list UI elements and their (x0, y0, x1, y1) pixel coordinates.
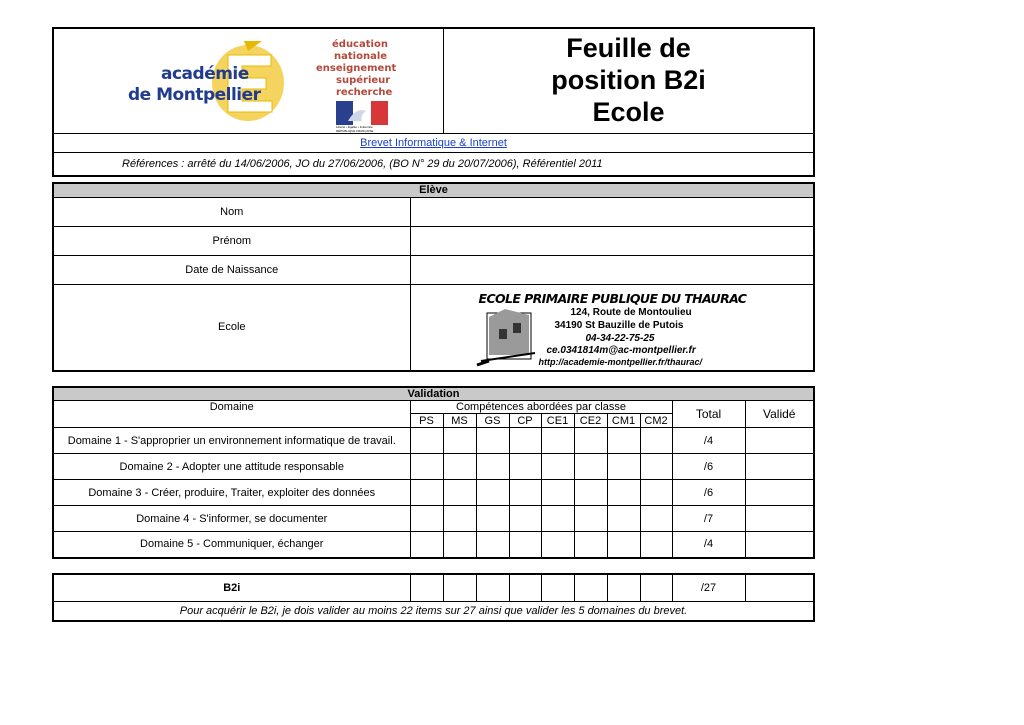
grade-cell[interactable] (607, 480, 640, 506)
class-ce1: CE1 (541, 414, 574, 428)
eleve-table (52, 182, 815, 372)
ministry-line: éducation (332, 39, 388, 50)
domaine-header: Domaine (53, 401, 410, 428)
page-title-line2: position B2i (551, 65, 706, 95)
page-title-line1: Feuille de (566, 33, 691, 63)
b2i-note: Pour acquérir le B2i, je dois valider au moins 22 items sur 27 ainsi que valider les 5 domaines du brevet. (53, 601, 814, 621)
grade-cell[interactable] (410, 428, 443, 454)
class-cp: CP (509, 414, 541, 428)
school-city: 34190 St Bauzille de Putois (554, 319, 684, 331)
eleve-header: Elève (53, 183, 814, 197)
grade-cell[interactable] (509, 532, 541, 558)
grade-cell[interactable] (574, 506, 607, 532)
class-cm1: CM1 (607, 414, 640, 428)
grade-cell[interactable] (443, 506, 476, 532)
class-ps: PS (410, 414, 443, 428)
grade-cell[interactable] (443, 532, 476, 558)
class-gs: GS (476, 414, 509, 428)
class-ms: MS (443, 414, 476, 428)
grade-cell[interactable] (640, 454, 672, 480)
logo-cell (54, 29, 444, 133)
grade-cell[interactable] (574, 454, 607, 480)
grade-cell[interactable] (541, 480, 574, 506)
date-naissance-field[interactable] (410, 255, 814, 284)
domain-label: Domaine 4 - S'informer, se documenter (53, 506, 410, 532)
school-address: 124, Route de Montoulieu (570, 306, 692, 318)
ministry-line: nationale (334, 51, 388, 62)
grade-cell[interactable] (476, 428, 509, 454)
grade-cell[interactable] (640, 506, 672, 532)
domain-label: Domaine 2 - Adopter une attitude responsable (53, 454, 410, 480)
republic-name: RÉPUBLIQUE FRANÇAISE (336, 129, 374, 133)
b2i-total: /27 (672, 574, 745, 601)
grade-cell[interactable] (476, 506, 509, 532)
validation-table (52, 386, 815, 559)
domain-label: Domaine 5 - Communiquer, échanger (53, 532, 410, 558)
ministry-line: enseignement (316, 63, 397, 74)
grade-cell[interactable] (509, 574, 541, 601)
grade-cell[interactable] (410, 532, 443, 558)
nom-label: Nom (53, 197, 410, 226)
domain-row (53, 532, 814, 558)
ministry-logo (316, 37, 397, 133)
school-email: ce.0341814m@ac-montpellier.fr (546, 344, 696, 356)
grade-cell[interactable] (443, 480, 476, 506)
domain-label: Domaine 3 - Créer, produire, Traiter, exploiter des données (53, 480, 410, 506)
domain-total: /4 (672, 532, 745, 558)
prenom-field[interactable] (410, 226, 814, 255)
domain-row (53, 480, 814, 506)
grade-cell[interactable] (607, 454, 640, 480)
ministry-line: recherche (336, 87, 393, 98)
title-cell (444, 29, 813, 133)
domain-valide-cell[interactable] (745, 506, 814, 532)
b2i-link[interactable]: Brevet Informatique & Internet (360, 137, 507, 149)
grade-cell[interactable] (443, 428, 476, 454)
domain-row (53, 454, 814, 480)
domain-valide-cell[interactable] (745, 428, 814, 454)
domain-total: /6 (672, 480, 745, 506)
grade-cell[interactable] (410, 454, 443, 480)
domain-total: /6 (672, 454, 745, 480)
grade-cell[interactable] (640, 574, 672, 601)
grade-cell[interactable] (607, 428, 640, 454)
school-name: ECOLE PRIMAIRE PUBLIQUE DU THAURAC (478, 290, 747, 306)
valide-header: Validé (745, 401, 814, 428)
references-text: Références : arrêté du 14/06/2006, JO du 27/06/2006, (BO N° 29 du 20/07/2006), Référentiel 2011 (122, 158, 603, 170)
school-stamp (411, 285, 814, 370)
grade-cell[interactable] (443, 574, 476, 601)
domain-valide-cell[interactable] (745, 454, 814, 480)
grade-cell[interactable] (574, 574, 607, 601)
grade-cell[interactable] (574, 428, 607, 454)
grade-cell[interactable] (541, 454, 574, 480)
grade-cell[interactable] (541, 532, 574, 558)
grade-cell[interactable] (443, 454, 476, 480)
academie-line1: académie (161, 64, 249, 84)
grade-cell[interactable] (640, 480, 672, 506)
grade-cell[interactable] (509, 506, 541, 532)
academie-line2: de Montpellier (128, 85, 261, 105)
grade-cell[interactable] (410, 574, 443, 601)
domain-valide-cell[interactable] (745, 480, 814, 506)
grade-cell[interactable] (410, 480, 443, 506)
prenom-label: Prénom (53, 226, 410, 255)
grade-cell[interactable] (607, 574, 640, 601)
ministry-line: supérieur (336, 75, 391, 86)
total-header: Total (672, 401, 745, 428)
school-phone: 04-34-22-75-25 (585, 332, 655, 344)
grade-cell[interactable] (607, 506, 640, 532)
school-building-icon (475, 305, 539, 367)
grade-cell[interactable] (476, 574, 509, 601)
grade-cell[interactable] (541, 428, 574, 454)
date-naissance-label: Date de Naissance (53, 255, 410, 284)
republic-motto: Liberté • Égalité • Fraternité (336, 125, 373, 129)
domain-valide-cell[interactable] (745, 532, 814, 558)
domain-total: /7 (672, 506, 745, 532)
republique-francaise-flag-icon (336, 101, 388, 125)
domain-label: Domaine 1 - S'approprier un environnement informatique de travail. (53, 428, 410, 454)
page-title-line3: Ecole (592, 97, 665, 127)
header-block (52, 27, 815, 177)
grade-cell[interactable] (476, 454, 509, 480)
grade-cell[interactable] (574, 480, 607, 506)
grade-cell[interactable] (509, 480, 541, 506)
domain-total: /4 (672, 428, 745, 454)
domain-row (53, 506, 814, 532)
grade-cell[interactable] (509, 454, 541, 480)
competences-header: Compétences abordées par classe (410, 401, 672, 414)
b2i-label: B2i (53, 574, 410, 601)
ecole-field (410, 284, 814, 371)
b2i-row (53, 574, 814, 601)
b2i-link-row (54, 133, 813, 153)
grade-cell[interactable] (509, 428, 541, 454)
b2i-table (52, 573, 815, 622)
grade-cell[interactable] (574, 532, 607, 558)
b2i-valide-cell[interactable] (745, 574, 814, 601)
grade-cell[interactable] (410, 506, 443, 532)
grade-cell[interactable] (541, 506, 574, 532)
domain-row (53, 428, 814, 454)
grade-cell[interactable] (541, 574, 574, 601)
grade-cell[interactable] (476, 480, 509, 506)
grade-cell[interactable] (640, 532, 672, 558)
nom-field[interactable] (410, 197, 814, 226)
grade-cell[interactable] (607, 532, 640, 558)
ecole-label: Ecole (53, 284, 410, 371)
class-cm2: CM2 (640, 414, 672, 428)
validation-header: Validation (53, 387, 814, 401)
academie-logo (126, 39, 286, 125)
school-website: http://academie-montpellier.fr/thaurac/ (538, 356, 703, 367)
grade-cell[interactable] (476, 532, 509, 558)
grade-cell[interactable] (640, 428, 672, 454)
class-ce2: CE2 (574, 414, 607, 428)
